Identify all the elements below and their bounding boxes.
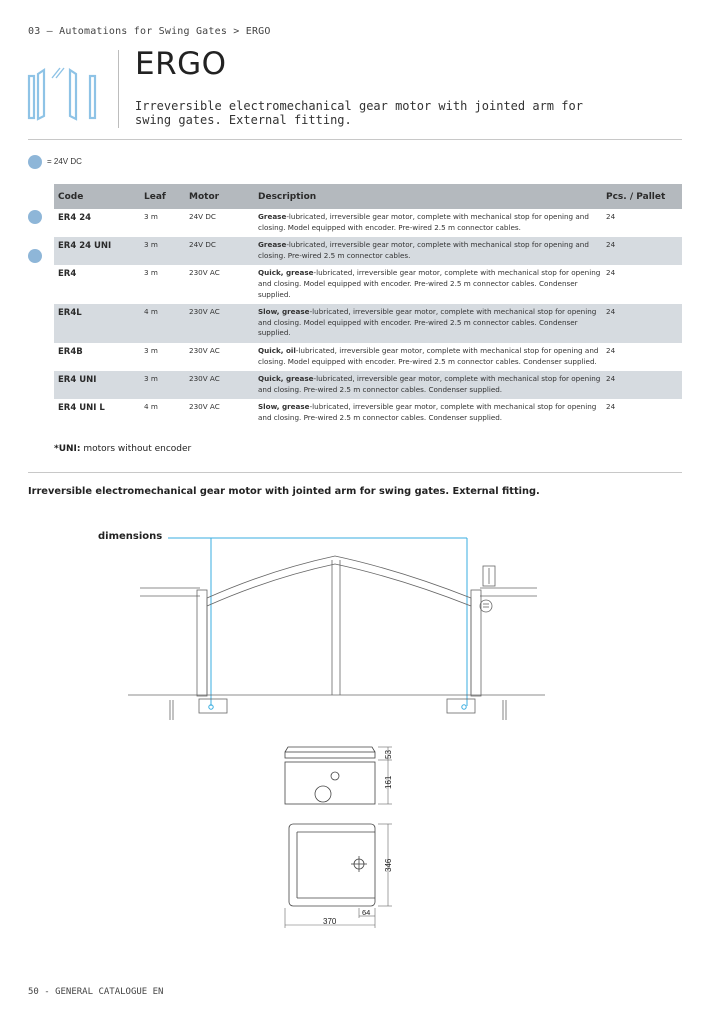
product-subtitle: Irreversible electromechanical gear motor with jointed arm for swing gates. External fitting. [135, 99, 583, 127]
motor-voltage: 24V DC [185, 237, 254, 265]
description-text: -lubricated, irreversible gear motor, complete with mechanical stop for opening and closing. Model equipped with encoder. Pre-wired 2.5 m connector cables. Condenser supplied. [258, 345, 599, 366]
description-text: -lubricated, irreversible gear motor, complete with mechanical stop for opening and closing. Pre-wired 2.5 m connector cables. Condenser supplied. [258, 374, 601, 394]
product-code: ER4 24 UNI [54, 237, 140, 265]
table-header-row [54, 184, 682, 209]
motor-dimension-drawing [270, 740, 410, 935]
section-title: Irreversible electromechanical gear motor with jointed arm for swing gates. External fitting. [28, 486, 540, 497]
legend-label: = 24V DC [47, 157, 82, 166]
right-motor-icon [447, 699, 475, 713]
table-row [54, 371, 682, 399]
motor-voltage: 230V AC [189, 402, 220, 412]
product-code: ER4 UNI [54, 371, 140, 399]
description-text: -lubricated, irreversible gear motor, complete with mechanical stop for opening and closing. Pre-wired 2.5 m connector cables. [258, 240, 589, 260]
description [254, 265, 602, 304]
pcs-per-pallet: 24 [606, 212, 616, 221]
motor-voltage: 230V AC [189, 268, 220, 278]
leaf-length: 4 m [140, 304, 185, 343]
motor-shaft-icon [315, 786, 331, 802]
description-text: -lubricated, irreversible gear motor, complete with mechanical stop for opening and closing. Model equipped with encoder. Pre-wired 2.5 m connector cables. Condenser supplied. [258, 307, 597, 338]
description-text: -lubricated, irreversible gear motor, complete with mechanical stop for opening and closing. Model equipped with encoder. Pre-wired 2.5 m connector cables. [258, 212, 589, 232]
swing-gate-logo-icon [26, 64, 98, 124]
description-emphasis: Quick, oil [258, 345, 296, 355]
motor-arm-top [285, 747, 375, 752]
gate-installation-drawing [0, 520, 724, 740]
dimension-offset: 64 [362, 908, 371, 917]
description-emphasis: Grease [258, 240, 287, 250]
motor-top-body [289, 824, 375, 906]
column-header-leaf: Leaf [140, 184, 185, 209]
product-title: ERGO [135, 46, 227, 82]
motor-voltage: 230V AC [185, 371, 254, 399]
pcs-per-pallet: 24 [606, 268, 616, 278]
motor-voltage: 230V AC [189, 345, 220, 355]
dimension-depth: 346 [384, 858, 393, 872]
footnote-text: motors without encoder [80, 444, 192, 454]
uni-footnote [54, 444, 191, 454]
product-code: ER4B [58, 346, 83, 357]
table-row [54, 265, 682, 304]
header-rule [28, 139, 682, 140]
footnote-key: *UNI: [54, 444, 81, 454]
table-row [54, 304, 682, 343]
dimension-top-height: 53 [384, 750, 393, 759]
description [254, 343, 602, 371]
product-code: ER4L [54, 304, 140, 343]
product-spec-table [54, 184, 682, 428]
pcs-per-pallet: 24 [602, 237, 682, 265]
motor-arm-plate [285, 752, 375, 758]
column-header-motor: Motor [185, 184, 254, 209]
left-pillar [197, 590, 207, 696]
flashing-light-icon [480, 600, 492, 612]
leaf-length: 4 m [144, 402, 158, 412]
page-footer: 50 - GENERAL CATALOGUE EN [28, 987, 164, 997]
description-text: -lubricated, irreversible gear motor, complete with mechanical stop for opening and closing. Pre-wired 2.5 m connector cables. Condenser supplied. [258, 402, 597, 422]
description-emphasis: Slow, grease [258, 402, 310, 412]
product-code: ER4 [58, 269, 77, 280]
section-rule [28, 472, 682, 473]
dimension-leader-lines [168, 538, 467, 709]
motor-voltage: 24V DC [189, 212, 216, 221]
table-row [54, 399, 682, 427]
leaf-length: 3 m [144, 345, 158, 355]
24v-legend-dot-icon [28, 155, 42, 169]
breadcrumb[interactable]: 03 — Automations for Swing Gates > ERGO [28, 26, 271, 37]
table-row [54, 237, 682, 265]
description [254, 237, 602, 265]
description [254, 399, 602, 427]
pcs-per-pallet: 24 [606, 402, 616, 412]
gate-arch-inner [207, 564, 471, 606]
24v-row-dot-icon [28, 249, 42, 263]
header-divider [118, 50, 119, 128]
table-row [54, 209, 682, 237]
table-row [54, 343, 682, 371]
description-text: -lubricated, irreversible gear motor, complete with mechanical stop for opening and closing. Model equipped with encoder. Pre-wired 2.5 m connector cables. Condenser supplied. [258, 268, 601, 299]
description-emphasis: Slow, grease [258, 307, 310, 317]
column-header-description: Description [254, 184, 602, 209]
motor-voltage: 230V AC [185, 304, 254, 343]
dimension-width: 370 [323, 917, 337, 926]
description-emphasis: Grease [258, 212, 287, 221]
description-emphasis: Quick, grease [258, 268, 314, 278]
leaf-length: 3 m [140, 237, 185, 265]
pcs-per-pallet: 24 [602, 371, 682, 399]
product-code: ER4 UNI L [58, 403, 105, 414]
column-header-pcs-pallet: Pcs. / Pallet [602, 184, 682, 209]
description [254, 304, 602, 343]
motor-bolt-icon [331, 772, 339, 780]
leaf-length: 3 m [144, 212, 158, 221]
pcs-per-pallet: 24 [606, 345, 616, 355]
dimension-body-height: 161 [384, 775, 393, 789]
product-code: ER4 24 [58, 213, 92, 223]
right-pillar [471, 590, 481, 696]
leaf-length: 3 m [144, 268, 158, 278]
leaf-length: 3 m [140, 371, 185, 399]
dimensions-label: dimensions [98, 531, 163, 542]
24v-row-dot-icon [28, 210, 42, 224]
description [254, 371, 602, 399]
column-header-code: Code [54, 184, 140, 209]
pcs-per-pallet: 24 [602, 304, 682, 343]
description [254, 209, 602, 237]
description-emphasis: Quick, grease [258, 374, 314, 384]
